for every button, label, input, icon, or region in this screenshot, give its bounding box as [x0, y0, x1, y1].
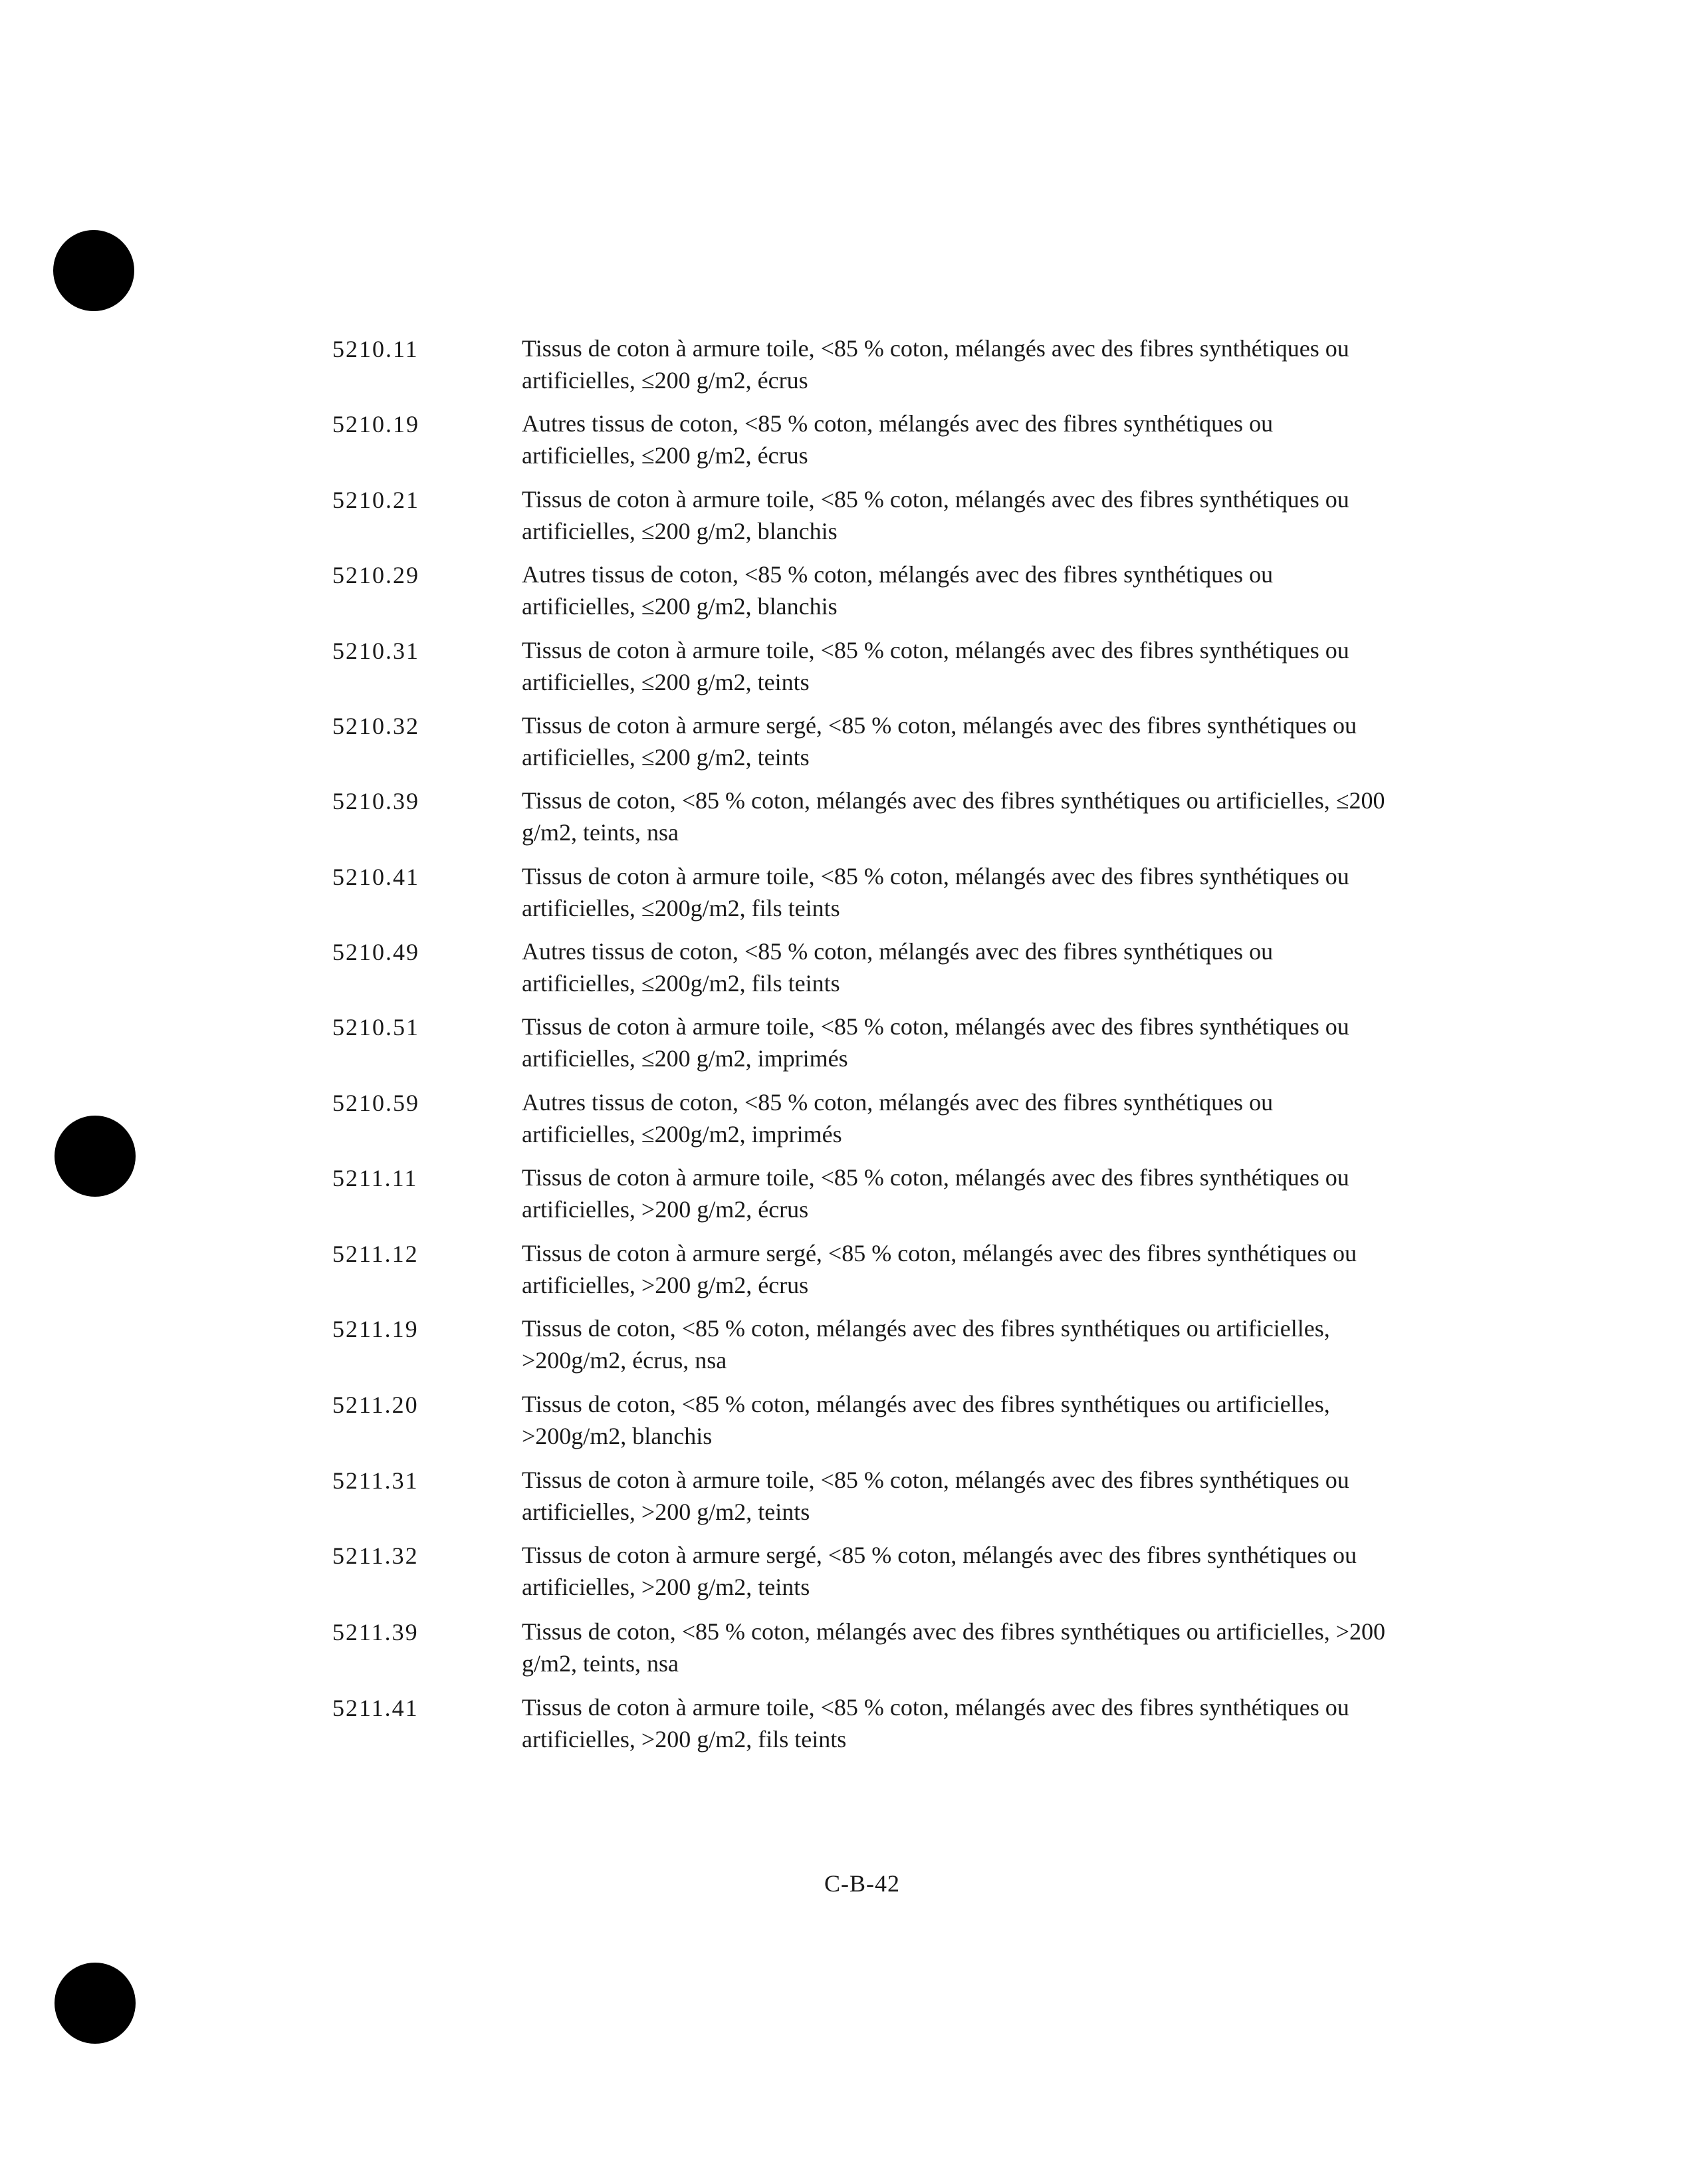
tariff-description: Tissus de coton, <85 % coton, mélangés avec des fibres synthétiques ou artificielles, >200g/m2, blanchis: [522, 1391, 1330, 1449]
tariff-row: [0, 1388, 1699, 1452]
tariff-code: 5211.32: [332, 1542, 419, 1569]
tariff-description: Tissus de coton à armure toile, <85 % coton, mélangés avec des fibres synthétiques ou artificielles, >200 g/m2, fils teints: [522, 1694, 1349, 1753]
tariff-description: Tissus de coton à armure toile, <85 % coton, mélangés avec des fibres synthétiques ou artificielles, ≤200 g/m2, imprimés: [522, 1013, 1349, 1072]
tariff-code: 5211.41: [332, 1695, 419, 1721]
tariff-code: 5210.39: [332, 788, 419, 814]
tariff-code: 5210.31: [332, 638, 419, 664]
tariff-description: Tissus de coton à armure sergé, <85 % coton, mélangés avec des fibres synthétiques ou artificielles, >200 g/m2, écrus: [522, 1240, 1357, 1298]
tariff-row: [0, 1161, 1699, 1225]
tariff-row: [0, 1237, 1699, 1301]
tariff-description: Tissus de coton à armure sergé, <85 % coton, mélangés avec des fibres synthétiques ou artificielles, >200 g/m2, teints: [522, 1542, 1357, 1600]
tariff-description: Tissus de coton, <85 % coton, mélangés avec des fibres synthétiques ou artificielles, >200 g/m2, teints, nsa: [522, 1618, 1386, 1677]
tariff-code: 5211.39: [332, 1619, 419, 1645]
tariff-row: [0, 483, 1699, 547]
tariff-description: Tissus de coton à armure toile, <85 % coton, mélangés avec des fibres synthétiques ou artificielles, ≤200 g/m2, teints: [522, 637, 1349, 695]
tariff-description: Autres tissus de coton, <85 % coton, mélangés avec des fibres synthétiques ou artificielles, ≤200 g/m2, blanchis: [522, 561, 1274, 620]
tariff-row: [0, 709, 1699, 773]
tariff-code: 5210.41: [332, 864, 419, 890]
tariff-row: [0, 1011, 1699, 1074]
tariff-code: 5210.29: [332, 562, 419, 588]
tariff-code: 5210.21: [332, 487, 419, 513]
tariff-code: 5210.59: [332, 1090, 419, 1116]
tariff-row: [0, 1312, 1699, 1376]
tariff-code: 5211.12: [332, 1241, 419, 1267]
tariff-description: Autres tissus de coton, <85 % coton, mélangés avec des fibres synthétiques ou artificielles, ≤200g/m2, imprimés: [522, 1089, 1274, 1148]
tariff-row: [0, 785, 1699, 848]
tariff-row: [0, 408, 1699, 471]
tariff-code: 5211.19: [332, 1316, 419, 1342]
tariff-row: [0, 1691, 1699, 1755]
tariff-row: [0, 860, 1699, 924]
tariff-code: 5211.20: [332, 1392, 419, 1418]
tariff-code: 5210.32: [332, 713, 419, 739]
tariff-description: Tissus de coton à armure sergé, <85 % coton, mélangés avec des fibres synthétiques ou artificielles, ≤200 g/m2, teints: [522, 712, 1357, 771]
tariff-description: Tissus de coton à armure toile, <85 % coton, mélangés avec des fibres synthétiques ou artificielles, ≤200g/m2, fils teints: [522, 863, 1349, 921]
tariff-description: Tissus de coton à armure toile, <85 % coton, mélangés avec des fibres synthétiques ou artificielles, ≤200 g/m2, écrus: [522, 335, 1349, 394]
tariff-row: [0, 935, 1699, 999]
tariff-description: Tissus de coton à armure toile, <85 % coton, mélangés avec des fibres synthétiques ou artificielles, >200 g/m2, teints: [522, 1467, 1349, 1525]
tariff-code: 5210.51: [332, 1014, 419, 1040]
tariff-code: 5210.19: [332, 411, 419, 437]
tariff-description: Autres tissus de coton, <85 % coton, mélangés avec des fibres synthétiques ou artificielles, ≤200 g/m2, écrus: [522, 410, 1274, 469]
tariff-code: 5210.11: [332, 336, 419, 362]
tariff-row: [0, 332, 1699, 396]
page-number: C-B-42: [824, 1870, 900, 1897]
tariff-row: [0, 1464, 1699, 1528]
tariff-row: [0, 634, 1699, 698]
tariff-code: 5211.31: [332, 1467, 419, 1494]
tariff-description: Tissus de coton à armure toile, <85 % coton, mélangés avec des fibres synthétiques ou artificielles, ≤200 g/m2, blanchis: [522, 486, 1349, 545]
tariff-row: [0, 1539, 1699, 1603]
tariff-description: Tissus de coton, <85 % coton, mélangés avec des fibres synthétiques ou artificielles, ≤200 g/m2, teints, nsa: [522, 787, 1385, 846]
tariff-row: [0, 1086, 1699, 1150]
tariff-description: Tissus de coton à armure toile, <85 % coton, mélangés avec des fibres synthétiques ou artificielles, >200 g/m2, écrus: [522, 1164, 1349, 1223]
tariff-code: 5211.11: [332, 1165, 418, 1191]
tariff-row: [0, 1616, 1699, 1679]
tariff-code: 5210.49: [332, 939, 419, 965]
tariff-description: Tissus de coton, <85 % coton, mélangés avec des fibres synthétiques ou artificielles, >200g/m2, écrus, nsa: [522, 1315, 1330, 1374]
tariff-row: [0, 558, 1699, 622]
tariff-description: Autres tissus de coton, <85 % coton, mélangés avec des fibres synthétiques ou artificielles, ≤200g/m2, fils teints: [522, 938, 1274, 997]
